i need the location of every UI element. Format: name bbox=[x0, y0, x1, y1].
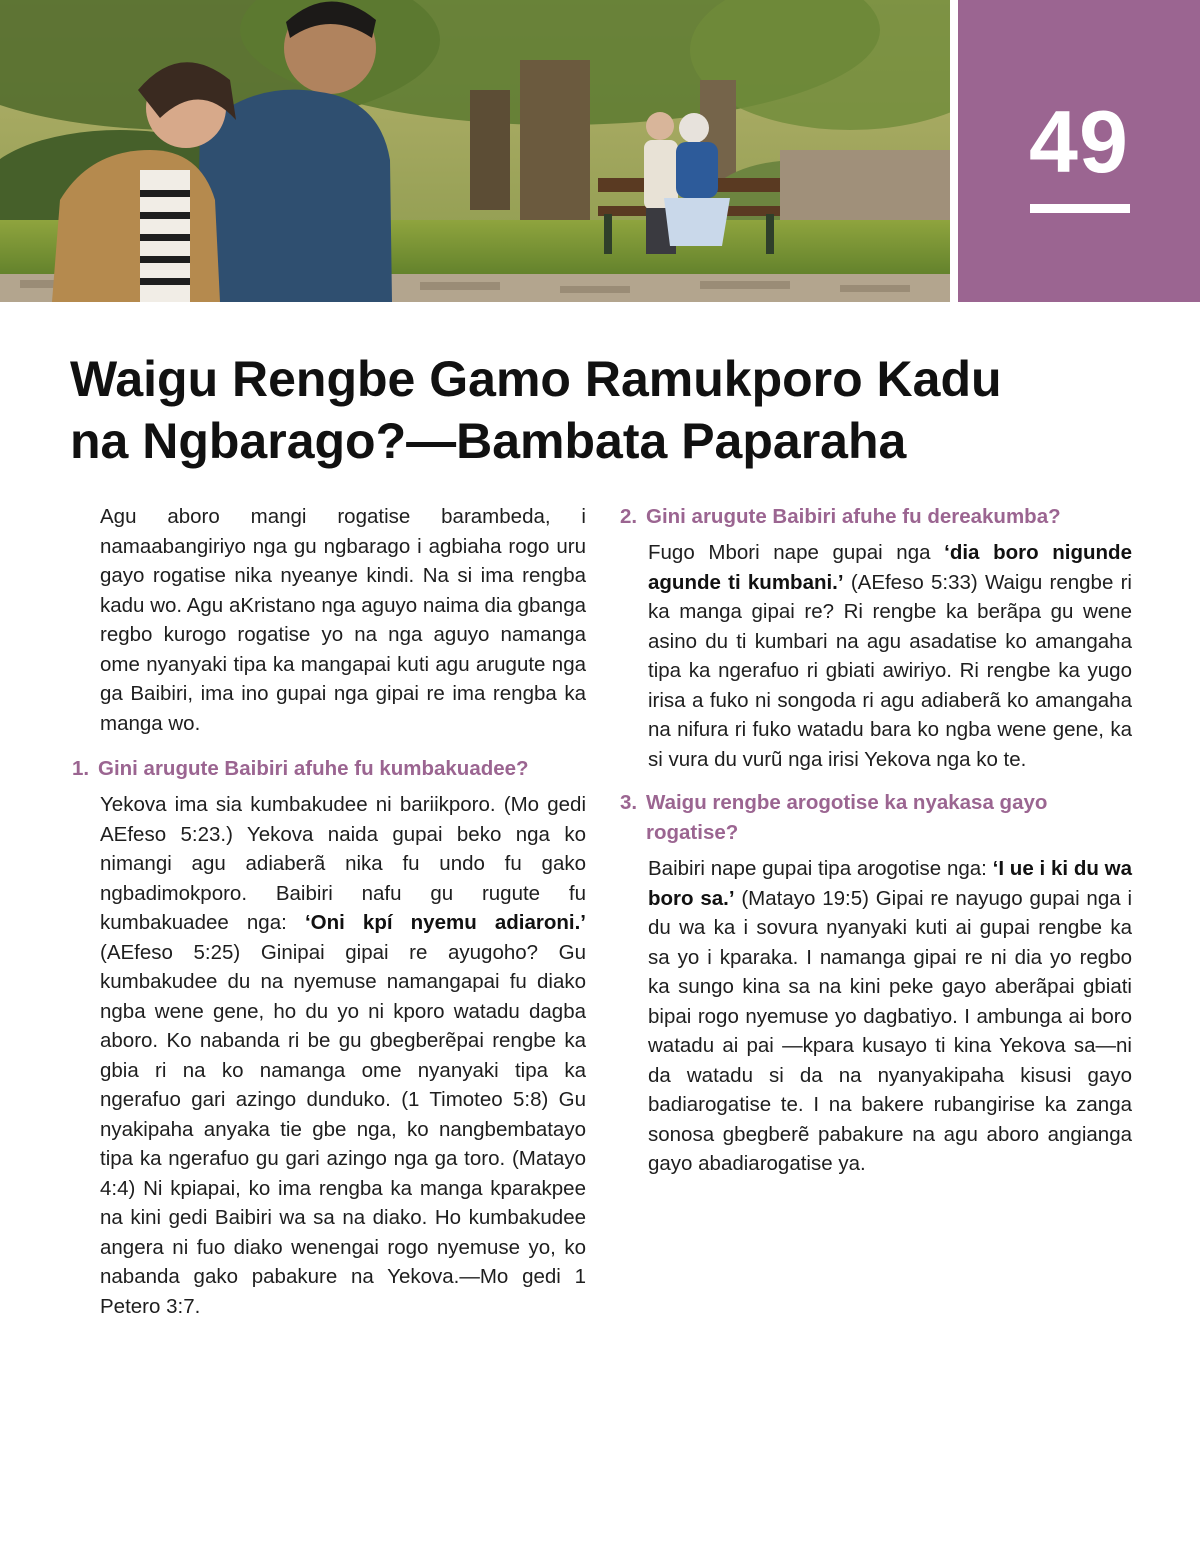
question-1-number: 1. bbox=[72, 757, 90, 780]
answer-3-quote: ‘I ue i ki du wa boro sa.’ bbox=[648, 857, 1132, 910]
question-2-text: Gini arugute Baibiri afuhe fu dereakumba? bbox=[646, 505, 1061, 528]
answer-1-text-after: (AEfeso 5:25) Ginipai gipai re ayugoho? Gu kumbakudee du na nyemuse namangapai fu diako ngba wene gene, ho du yo ni kporo watadu dagba aboro. Ko nabanda ri be gu gbegberẽpai rengbe ka gbia ri na ko namanga ome nyanyaki tipa ka ngerafuo gari azingo dunduko. (1 Timoteo 5:8) Gu nyakipaha anyaka tie gbe nga, ko nangbembatayo tipa ka ngerafuo gu gari azingo nga ga toro. (Matayo 4:4) Ni kpiapai, ko ima rengba ka manga kparakpee na kini gedi Baibiri wa sa na diako. Ho kumbakudee angera ni fuo diako wenengai rogo nyemuse yo, ko nabanda gako pabakure na Yekova.—Mo gedi 1 Petero 3:7. bbox=[100, 940, 586, 1318]
header-photo bbox=[0, 0, 950, 302]
right-column bbox=[620, 502, 1132, 1193]
park-scene-illustration bbox=[0, 0, 950, 302]
lesson-number: 49 bbox=[1029, 92, 1129, 191]
answer-2-quote: ‘dia boro nigunde agunde ti kumbani.’ bbox=[648, 541, 1132, 594]
question-2-number: 2. bbox=[620, 505, 638, 528]
title-line-1: Waigu Rengbe Gamo Ramukporo Kadu bbox=[70, 351, 1002, 407]
question-1-text: Gini arugute Baibiri afuhe fu kumbakuadee? bbox=[98, 757, 529, 780]
question-3-text: Waigu rengbe arogotise ka nyakasa gayo rogatise? bbox=[646, 791, 1048, 844]
question-2 bbox=[620, 502, 1132, 532]
title-line-2: na Ngbarago?—Bambata Paparaha bbox=[70, 413, 907, 469]
answer-1-text-before: Yekova ima sia kumbakudee ni bariikporo. (Mo gedi AEfeso 5:23.) Yekova naida gupai beko nga ko nimangi agu adiaberã nika fu undo fu gako ngbadimokporo. Baibiri nafu gu rugute fu kumbakuadee nga: bbox=[100, 793, 586, 934]
page-title bbox=[70, 348, 1130, 472]
answer-3-paragraph bbox=[648, 854, 1132, 1179]
question-1 bbox=[72, 754, 586, 784]
question-3 bbox=[620, 788, 1132, 848]
answer-3-text-before: Baibiri nape gupai tipa arogotise nga: bbox=[648, 857, 993, 880]
answer-1-paragraph bbox=[100, 790, 586, 1321]
intro-paragraph: Agu aboro mangi rogatise barambeda, i namaabangiriyo nga gu ngbarago i agbiaha rogo uru gayo rogatise nika nyeanye kindi. Na si ima rengba kadu wo. Agu aKristano nga aguyo naima dia gbanga regbo kurogo rogatise yo na nga aguyo namanga ome nyanyaki tipa ka mangapai kuti agu arugute nga ga Baibiri, ima ino gupai nga gipai re ima rengba ka manga wo. bbox=[100, 505, 586, 735]
answer-3-text-after: (Matayo 19:5) Gipai re nayugo gupai nga i du wa ka i sovura nyanyaki kuti ai gupai rengbe ka sa yo i kparaka. I namanga gipai re ni dia yo regbo ka sungo kina sa na kini peke gayo aberãpai gbiati bipai rogo nyemuse yo dagbatiyo. I ambunga ai boro watadu ai pai —kpara kusayo ti kina Yekova sa—ni da watadu si da na nyanyakipaha kisusi gayo badiarogatise te. I na bakere rubangirise ka zanga sonosa gbegberẽ pabakure na agu aboro angianga gayo abadiarogatise ya. bbox=[648, 886, 1132, 1175]
answer-2-text-after: (AEfeso 5:33) Waigu rengbe ri ka manga gipai re? Ri rengbe ka berãpa gu wene asino du ti kumbari na agu asadatise ko amangaha tipa ka ngerafuo ri gbiati awiriyo. Ri rengbe ka yugo irisa a fuko ni songoda ri agu adiaberã ko amangaha na nifura ri fuko watadu bara ko ngba wene gene, ka si vura du vurũ nga irisi Yekova nga ko te. bbox=[648, 570, 1132, 771]
answer-2-text-before: Fugo Mbori nape gupai nga bbox=[648, 541, 945, 564]
answer-2-paragraph bbox=[648, 538, 1132, 774]
answer-1-quote: ‘Oni kpí nyemu adiaroni.’ bbox=[304, 911, 586, 934]
lesson-number-badge bbox=[958, 0, 1200, 302]
left-column bbox=[72, 502, 586, 1335]
badge-underline bbox=[1030, 204, 1130, 213]
question-3-number: 3. bbox=[620, 791, 638, 814]
